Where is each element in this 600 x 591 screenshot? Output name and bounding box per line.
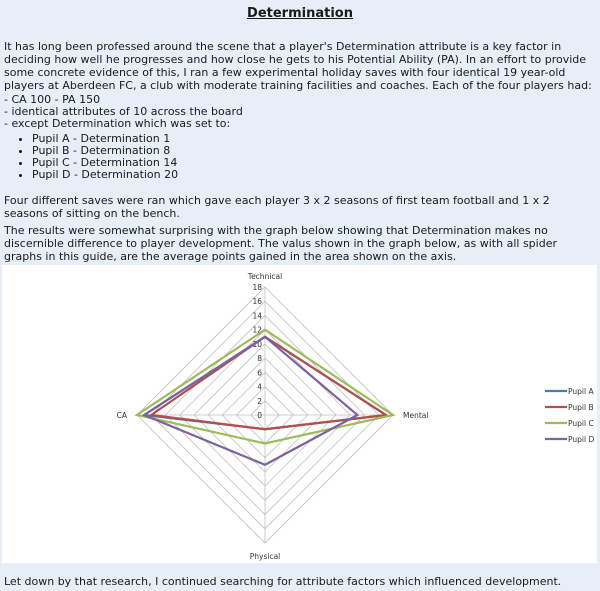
results-paragraph: The results were somewhat surprising with the graph below showing that Determination makes no discernible difference to player development. The valus shown in the graph below, as with all spider graphs in this guide, are the average points gained in the area shown on the axis. [4,224,557,263]
tick-label: 6 [257,368,262,378]
outro-paragraph: Let down by that research, I continued searching for attribute factors which influenced development. [4,575,562,588]
tick-label: 12 [252,325,262,335]
saves-paragraph: Four different saves were ran which gave each player 3 x 2 seasons of first team football and 1 x 2 seasons of sitting on the bench. [4,194,550,220]
tick-label: 0 [257,411,262,420]
tick-label: 10 [252,339,262,349]
legend-label: Pupil C [568,419,594,428]
tick-label: 4 [257,382,262,392]
list-item: • Pupil C - Determination 14 [32,157,178,169]
legend-label: Pupil A [568,387,594,396]
axis-label-physical: Physical [249,552,281,561]
axis-label-mental: Mental [403,411,429,420]
spider-chart-svg [2,265,597,563]
intro-paragraph: It has long been professed around the scene that a player's Determination attribute is a key factor in deciding how well he progresses and how close he gets to his Potential Ability (PA). In an effort to provide some concrete evidence of this, I ran a few experimental holiday saves with four identical 19 year-old players at Aberdeen FC, a club with moderate training facilities and coaches. Each of the four players had: [4,40,592,92]
tick-label: 8 [257,354,262,364]
tick-label: 16 [252,297,262,307]
legend-label: Pupil B [568,403,594,412]
list-item: • Pupil A - Determination 1 [32,133,178,145]
pupil-list [4,133,178,181]
chart-grid [137,287,393,543]
axis-label-ca: CA [116,411,127,420]
setup-line-1: - CA 100 - PA 150 [4,93,101,106]
tick-label: 14 [252,311,262,321]
spider-chart [2,265,597,563]
chart-legend [545,387,594,444]
tick-label: 2 [257,396,262,406]
setup-line-2: - identical attributes of 10 across the board [4,105,243,118]
list-item: • Pupil D - Determination 20 [32,169,178,181]
setup-line-3: - except Determination which was set to: [4,117,231,130]
tick-label: 18 [252,283,262,292]
axis-label-technical: Technical [247,272,283,281]
list-item: • Pupil B - Determination 8 [32,145,178,157]
page-title: Determination [247,6,353,21]
legend-label: Pupil D [568,435,595,444]
